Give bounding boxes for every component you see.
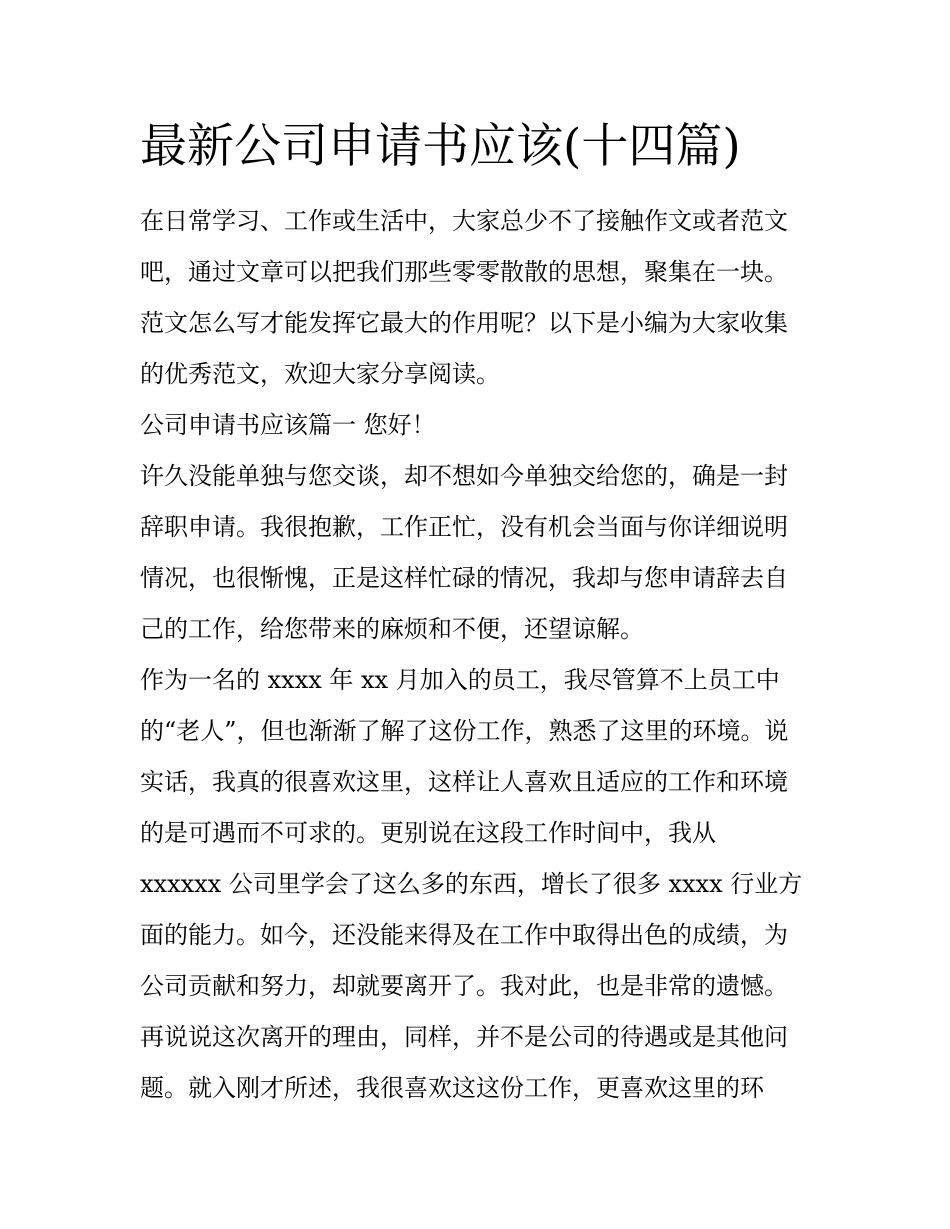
body-line: 面的能力。如今，还没能来得及在工作中取得出色的成绩，为 bbox=[140, 921, 788, 949]
body-line: 的“老人”，但也渐渐了解了这份工作，熟悉了这里的环境。说 bbox=[140, 717, 789, 745]
body-line: 实话，我真的很喜欢这里，这样让人喜欢且适应的工作和环境 bbox=[140, 768, 788, 796]
body-line: 吧，通过文章可以把我们那些零零散散的思想，聚集在一块。 bbox=[140, 258, 788, 286]
body-line: 公司贡献和努力，却就要离开了。我对此，也是非常的遗憾。 bbox=[140, 972, 788, 1000]
document-title: 最新公司申请书应该(十四篇) bbox=[140, 119, 741, 174]
body-line: 情况，也很惭愧，正是这样忙碌的情况，我却与您申请辞去自 bbox=[140, 564, 788, 592]
body-line: 题。就入刚才所述，我很喜欢这这份工作，更喜欢这里的环 bbox=[140, 1074, 764, 1102]
body-line: 的优秀范文，欢迎大家分享阅读。 bbox=[140, 360, 500, 388]
body-line: 在日常学习、工作或生活中，大家总少不了接触作文或者范文 bbox=[140, 207, 788, 235]
body-line: xxxxxx 公司里学会了这么多的东西，增长了很多 xxxx 行业方 bbox=[140, 870, 803, 898]
body-line: 再说说这次离开的理由，同样，并不是公司的待遇或是其他问 bbox=[140, 1023, 788, 1051]
body-line: 己的工作，给您带来的麻烦和不便，还望谅解。 bbox=[140, 615, 644, 643]
section-heading-line: 公司申请书应该篇一 您好！ bbox=[140, 411, 436, 439]
body-line: 的是可遇而不可求的。更别说在这段工作时间中，我从 bbox=[140, 819, 716, 847]
body-line: 许久没能单独与您交谈，却不想如今单独交给您的，确是一封 bbox=[140, 462, 788, 490]
body-line: 作为一名的 xxxx 年 xx 月加入的员工，我尽管算不上员工中 bbox=[140, 666, 780, 694]
body-line: 范文怎么写才能发挥它最大的作用呢？以下是小编为大家收集 bbox=[140, 309, 788, 337]
body-line: 辞职申请。我很抱歉，工作正忙，没有机会当面与你详细说明 bbox=[140, 513, 788, 541]
